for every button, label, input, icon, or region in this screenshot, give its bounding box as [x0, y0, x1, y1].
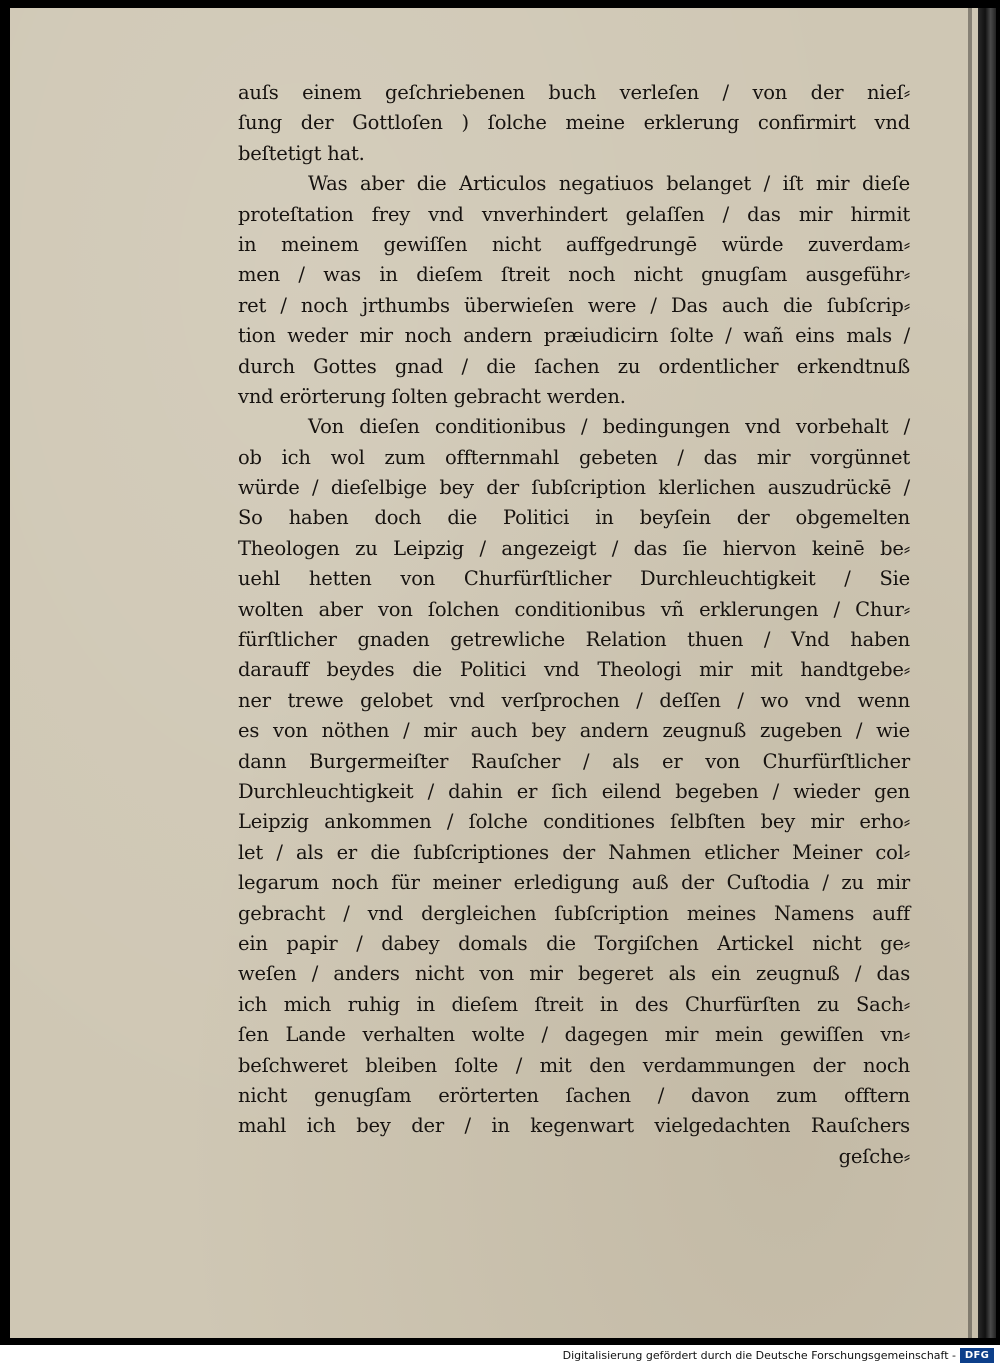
text-line: würde / dieſelbige bey der ſubſcription klerlichen auszudrückē /	[238, 476, 910, 500]
text-line: beſchweret bleiben ſolte / mit den verdammungen der noch	[238, 1053, 910, 1077]
text-line: uehl hetten von Churfürſtlicher Durchleuchtigkeit / Sie	[238, 567, 910, 591]
text-line: let / als er die ſubſcriptiones der Nahmen etlicher Meiner col⸗	[238, 840, 910, 864]
text-line: ob ich wol zum offternmahl gebeten / das mir vorgünnet	[238, 445, 910, 469]
text-line: es von nöthen / mir auch bey andern zeugnuß zugeben / wie	[238, 719, 910, 743]
text-line: weſen / anders nicht von mir begeret als ein zeugnuß / das	[238, 962, 910, 986]
text-line: mahl ich bey der / in kegenwart vielgedachten Rauſchers	[238, 1114, 910, 1138]
text-line: durch Gottes gnad / die ſachen zu ordentlicher erkendtnuß	[238, 354, 910, 378]
text-line: in meinem gewiſſen nicht auffgedrungē würde zuverdam⸗	[238, 232, 910, 256]
text-line: auſs einem geſchriebenen buch verleſen / von der nieſ⸗	[238, 81, 910, 104]
text-line: ich mich ruhig in dieſem ſtreit in des Churfürſten zu Sach⸗	[238, 992, 910, 1016]
text-line: beſtetigt hat.	[238, 141, 365, 165]
page-edge	[978, 8, 996, 1338]
text-line: gebracht / vnd dergleichen ſubſcription meines Namens auff	[238, 901, 910, 925]
text-line: ſung der Gottloſen ) ſolche meine erklerung confirmirt vnd	[238, 111, 910, 135]
text-line: men / was in dieſem ſtreit noch nicht gnugſam ausgeführ⸗	[238, 263, 910, 287]
catchword: geſche⸗	[838, 1144, 910, 1168]
text-line: proteſtation frey vnd vnverhindert gelaſſen / das mir hirmit	[238, 202, 910, 226]
text-line: legarum noch für meiner erledigung auß der Cuſtodia / zu mir	[238, 871, 910, 895]
text-line: ſen Lande verhalten wolte / dagegen mir mein gewiſſen vn⸗	[238, 1023, 910, 1047]
text-line: So haben doch die Politici in beyſein der obgemelten	[238, 506, 910, 530]
footer-bar	[0, 1345, 1000, 1368]
text-line: ret / noch jrthumbs überwieſen were / Das auch die ſubſcrip⸗	[238, 293, 910, 317]
text-line: fürſtlicher gnaden getrewliche Relation thuen / Vnd haben	[238, 628, 910, 652]
text-line: wolten aber von ſolchen conditionibus vñ erklerungen / Chur⸗	[238, 597, 910, 621]
funding-credit: Digitalisierung gefördert durch die Deutsche Forschungsgemeinschaft -	[562, 1349, 956, 1362]
text-line: tion weder mir noch andern præiudicirn ſolte / wañ eins mals /	[238, 324, 910, 348]
text-line: ner trewe gelobet vnd verſprochen / deſſen / wo vnd wenn	[238, 688, 910, 712]
page-gutter-shadow	[968, 8, 972, 1338]
text-line: Von dieſen conditionibus / bedingungen vnd vorbehalt /	[308, 415, 910, 439]
text-line: vnd erörterung ſolten gebracht werden.	[238, 384, 626, 408]
text-line: darauff beydes die Politici vnd Theologi mir mit handtgebe⸗	[238, 658, 910, 682]
text-line: Was aber die Articulos negatiuos belanget / iſt mir dieſe	[308, 172, 910, 196]
text-line: dann Burgermeiſter Rauſcher / als er von Churfürſtlicher	[238, 749, 910, 773]
body-text	[238, 78, 910, 1172]
text-line: Leipzig ankommen / ſolche conditiones ſelbſten bey mir erho⸗	[238, 810, 910, 834]
dfg-logo: DFG	[960, 1348, 994, 1363]
text-line: nicht genugſam erörterten ſachen / davon zum offtern	[238, 1083, 910, 1107]
text-line: Durchleuchtigkeit / dahin er ſich eilend begeben / wieder gen	[238, 779, 910, 803]
text-line: Theologen zu Leipzig / angezeigt / das ſie hiervon keinē be⸗	[238, 536, 910, 560]
text-line: ein papir / dabey domals die Torgiſchen Artickel nicht ge⸗	[238, 931, 910, 955]
